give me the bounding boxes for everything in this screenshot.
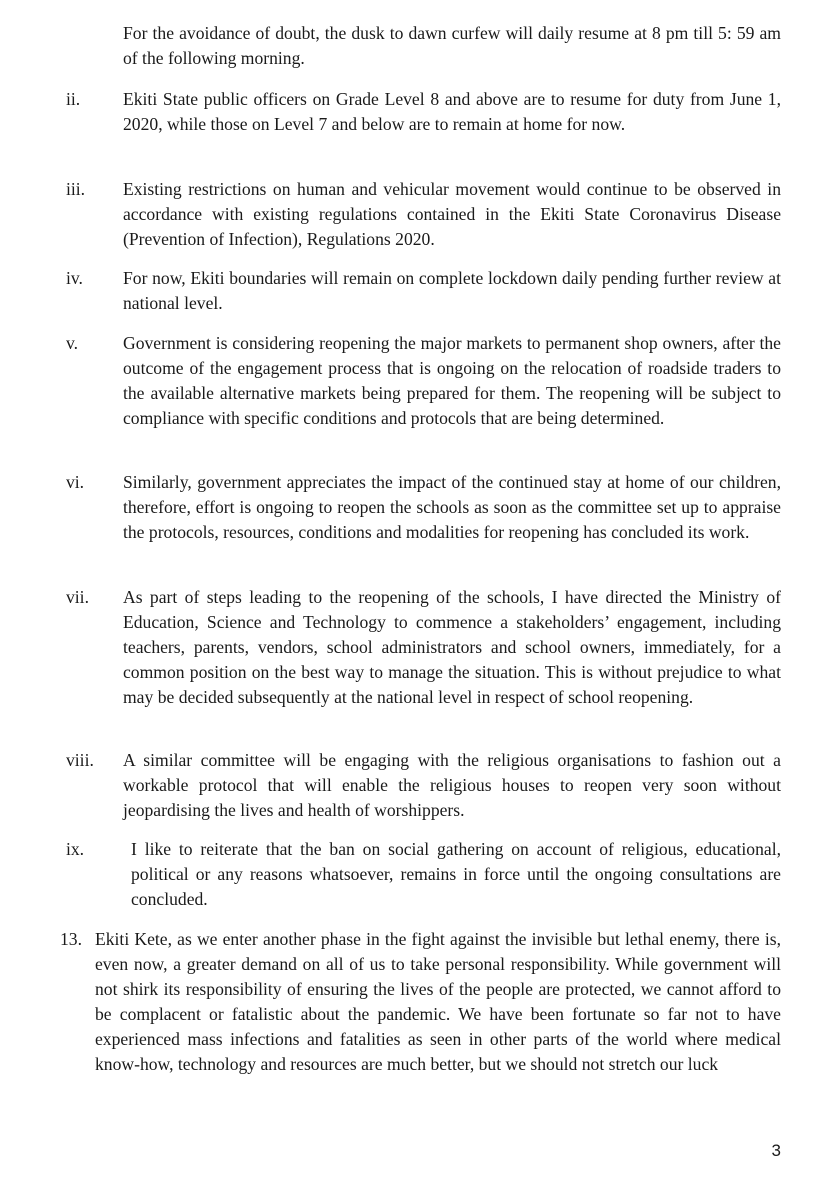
- item-numeral: v.: [66, 333, 79, 353]
- intro-paragraph: For the avoidance of doubt, the dusk to dawn curfew will daily resume at 8 pm till 5: 59 am of the following morning.: [123, 23, 781, 68]
- item-numeral: vi.: [66, 472, 85, 492]
- item-text: Similarly, government appreciates the impact of the continued stay at home of our children, therefore, effort is ongoing to reopen the schools as soon as the committee set up to appraise the protocols, resources, conditions and modalities for reopening has concluded its work.: [123, 472, 781, 542]
- item-numeral: iv.: [66, 268, 83, 288]
- page-number: 3: [771, 1141, 781, 1160]
- item-numeral: vii.: [66, 587, 89, 607]
- item-text: For now, Ekiti boundaries will remain on complete lockdown daily pending further review at national level.: [123, 268, 781, 313]
- item-text: Government is considering reopening the major markets to permanent shop owners, after the outcome of the engagement process that is ongoing on the relocation of roadside traders to the available alternative markets being prepared for them. The reopening will be subject to compliance with specific conditions and protocols that are being determined.: [123, 333, 781, 428]
- item-text: As part of steps leading to the reopening of the schools, I have directed the Ministry of Education, Science and Technology to commence a stakeholders’ engagement, including teachers, parents, vendors, school administrators and school owners, immediately, for a common position on the best way to manage the situation. This is without prejudice to what may be decided subsequently at the national level in respect of school reopening.: [123, 587, 781, 707]
- item-numeral: ii.: [66, 89, 81, 109]
- paragraph-13-text: Ekiti Kete, as we enter another phase in the fight against the invisible but lethal enemy, there is, even now, a greater demand on all of us to take personal responsibility. While government will not shirk its responsibility of ensuring the lives of the people are protected, we cannot afford to be complacent or fatalistic about the pandemic. We have been fortunate so far not to have experienced mass infections and fatalities as seen in other parts of the world where medical know-how, technology and resources are much better, but we should not stretch our luck: [95, 929, 781, 1074]
- item-numeral: iii.: [66, 179, 86, 199]
- item-text: I like to reiterate that the ban on social gathering on account of religious, educational, political or any reasons whatsoever, remains in force until the ongoing consultations are concluded.: [131, 839, 781, 909]
- item-text: Existing restrictions on human and vehicular movement would continue to be observed in accordance with existing regulations contained in the Ekiti State Coronavirus Disease (Prevention of Infection), Regulations 2020.: [123, 179, 781, 249]
- item-text: Ekiti State public officers on Grade Level 8 and above are to resume for duty from June 1, 2020, while those on Level 7 and below are to remain at home for now.: [123, 89, 781, 134]
- paragraph-number: 13.: [60, 929, 82, 949]
- item-text: A similar committee will be engaging with the religious organisations to fashion out a workable protocol that will enable the religious houses to reopen very soon without jeopardising the lives and health of worshippers.: [123, 750, 781, 820]
- item-numeral: ix.: [66, 839, 85, 859]
- item-numeral: viii.: [66, 750, 94, 770]
